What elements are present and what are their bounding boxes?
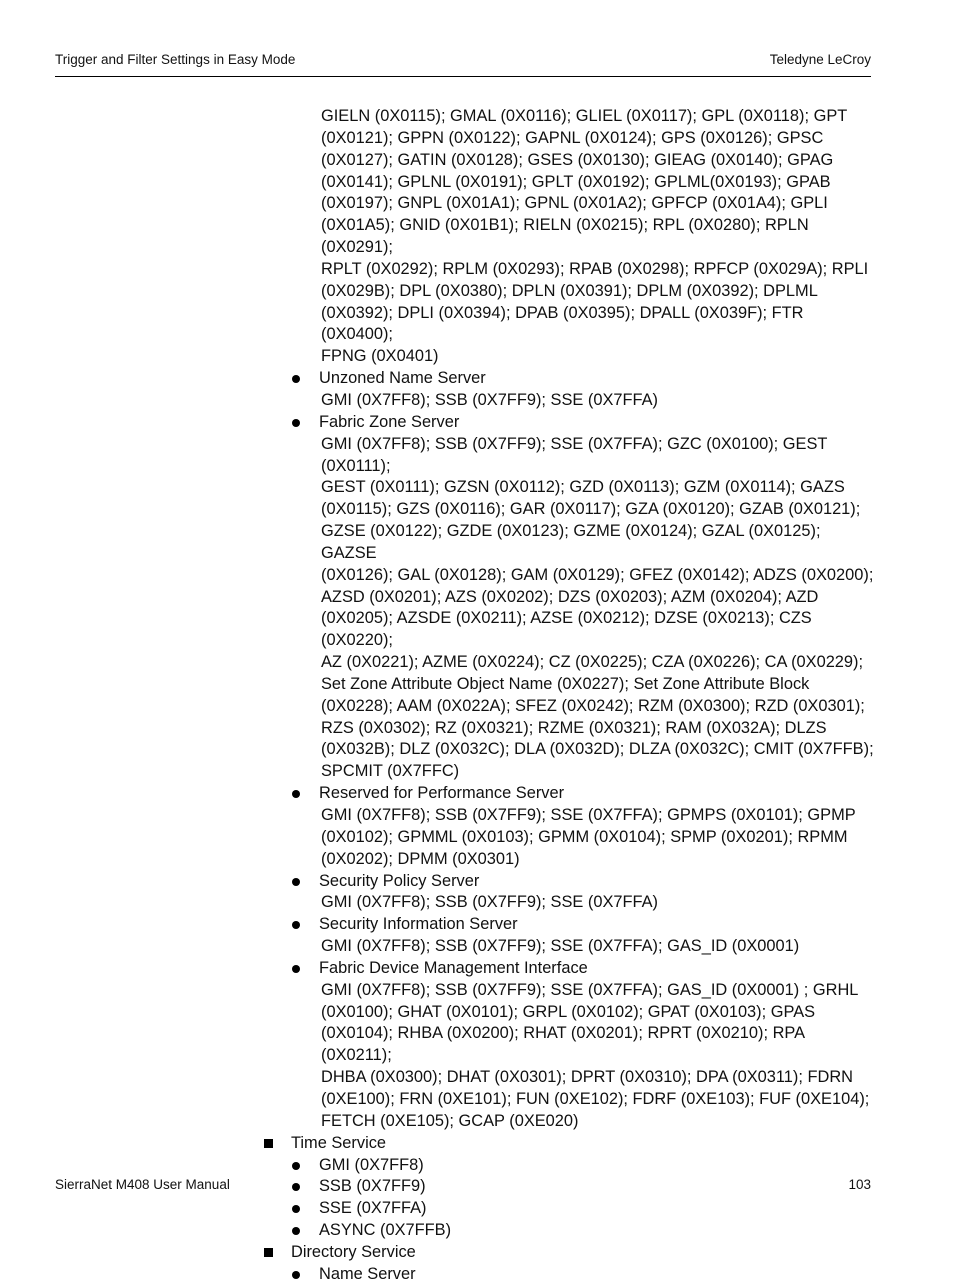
- bullet-icon: [292, 419, 300, 427]
- page-header: [55, 52, 871, 72]
- server-codes: [321, 936, 876, 958]
- text-line: AZ (0X0221); AZME (0X0224); CZ (0X0225); CZA (0X0226); CA (0X0229);: [321, 653, 864, 672]
- code-label: SSB (0X7FF9): [319, 1177, 426, 1196]
- page-body: [0, 106, 954, 1286]
- text-line: Set Zone Attribute Object Name (0X0227); Set Zone Attribute Block: [321, 674, 810, 693]
- text-line: (0X0205); AZSDE (0X0211); AZSE (0X0212); DZSE (0X0213); CZS (0X0220);: [321, 609, 812, 650]
- header-brand: Teledyne LeCroy: [769, 52, 871, 67]
- text-line: (0X0126); GAL (0X0128); GAM (0X0129); GFEZ (0X0142); ADZS (0X0200);: [321, 565, 874, 584]
- list-item-time-code: [319, 1220, 879, 1242]
- text-line: SPCMIT (0X7FFC): [321, 762, 460, 781]
- list-item-fabric-zone-server: [319, 412, 879, 783]
- text-line: (0X0115); GZS (0X0116); GAR (0X0117); GZA (0X0120); GZAB (0X0121);: [321, 500, 861, 519]
- code-label: GMI (0X7FF8): [319, 1155, 424, 1174]
- text-line: (0X0121); GPPN (0X0122); GAPNL (0X0124); GPS (0X0126); GPSC: [321, 128, 824, 147]
- service-title: Time Service: [291, 1133, 387, 1152]
- header-divider: [55, 76, 871, 77]
- text-line: (0X0102); GPMML (0X0103); GPMM (0X0104); SPMP (0X0201); RPMM: [321, 827, 848, 846]
- text-line: (0X032B); DLZ (0X032C); DLA (0X032D); DLZA (0X032C); CMIT (0X7FFB);: [321, 740, 874, 759]
- text-line: GIELN (0X0115); GMAL (0X0116); GLIEL (0X0117); GPL (0X0118); GPT: [321, 107, 848, 125]
- code-label: Name Server: [319, 1264, 416, 1283]
- header-section-title: Trigger and Filter Settings in Easy Mode: [55, 52, 296, 67]
- text-line: (0X0127); GATIN (0X0128); GSES (0X0130); GIEAG (0X0140); GPAG: [321, 150, 834, 169]
- text-line: FPNG (0X0401): [321, 347, 439, 366]
- text-line: (0X0228); AAM (0X022A); SFEZ (0X0242); RZM (0X0300); RZD (0X0301);: [321, 696, 865, 715]
- bullet-icon: [292, 1227, 300, 1235]
- text-line: GMI (0X7FF8); SSB (0X7FF9); SSE (0X7FFA); GZC (0X0100); GEST (0X0111);: [321, 434, 828, 475]
- text-line: GMI (0X7FF8); SSB (0X7FF9); SSE (0X7FFA): [321, 893, 658, 912]
- text-line: (0X029B); DPL (0X0380); DPLN (0X0391); DPLM (0X0392); DPLML: [321, 281, 818, 300]
- service-title: Directory Service: [291, 1242, 416, 1261]
- server-title: Fabric Zone Server: [319, 412, 460, 431]
- list-item-time-code: [319, 1198, 879, 1220]
- text-line: (0X0141); GPLNL (0X0191); GPLT (0X0192); GPLML(0X0193); GPAB: [321, 172, 831, 191]
- text-line: GMI (0X7FF8); SSB (0X7FF9); SSE (0X7FFA); GPMPS (0X0101); GPMP: [321, 806, 856, 824]
- server-codes: [321, 980, 876, 1133]
- text-line: (0X0100); GHAT (0X0101); GRPL (0X0102); GPAT (0X0103); GPAS: [321, 1002, 816, 1021]
- text-line: GMI (0X7FF8); SSB (0X7FF9); SSE (0X7FFA); GAS_ID (0X0001): [321, 937, 800, 956]
- text-line: GEST (0X0111); GZSN (0X0112); GZD (0X0113); GZM (0X0114); GAZS: [321, 478, 845, 497]
- page-number: 103: [848, 1177, 871, 1192]
- text-line: RPLT (0X0292); RPLM (0X0293); RPAB (0X0298); RPFCP (0X029A); RPLI: [321, 259, 869, 278]
- bullet-icon: [292, 1205, 300, 1213]
- text-line: AZSD (0X0201); AZS (0X0202); DZS (0X0203); AZM (0X0204); AZD: [321, 587, 819, 606]
- bullet-icon: [292, 965, 300, 973]
- text-line: GMI (0X7FF8); SSB (0X7FF9); SSE (0X7FFA): [321, 390, 658, 409]
- server-codes: [321, 892, 876, 914]
- server-codes: [321, 434, 876, 784]
- text-line: (0X0392); DPLI (0X0394); DPAB (0X0395); DPALL (0X039F); FTR (0X0400);: [321, 303, 804, 344]
- text-line: (0X0202); DPMM (0X0301): [321, 849, 520, 868]
- list-item-time-code: [319, 1155, 879, 1177]
- server-title: Security Information Server: [319, 915, 518, 934]
- server-title: Fabric Device Management Interface: [319, 958, 588, 977]
- bullet-icon: [292, 921, 300, 929]
- list-item-time-service: [291, 1133, 871, 1155]
- bullet-icon: [292, 878, 300, 886]
- bullet-icon: [292, 1271, 300, 1279]
- code-label: SSE (0X7FFA): [319, 1199, 427, 1218]
- list-item-security-policy-server: [319, 871, 879, 915]
- text-line: (0X0197); GNPL (0X01A1); GPNL (0X01A2); GPFCP (0X01A4); GPLI: [321, 194, 828, 213]
- list-item-performance-server: [319, 783, 879, 870]
- list-item-security-information-server: [319, 914, 879, 958]
- list-item-unzoned-name-server: [319, 368, 879, 412]
- server-title: Unzoned Name Server: [319, 369, 486, 388]
- server-codes: [321, 805, 876, 871]
- list-item-directory-service: [291, 1242, 871, 1264]
- server-codes: [321, 390, 876, 412]
- text-line: GZSE (0X0122); GZDE (0X0123); GZME (0X0124); GZAL (0X0125); GAZSE: [321, 522, 821, 562]
- text-line: RZS (0X0302); RZ (0X0321); RZME (0X0321); RAM (0X032A); DLZS: [321, 718, 827, 737]
- square-bullet-icon: [264, 1139, 273, 1148]
- text-line: (0XE100); FRN (0XE101); FUN (0XE102); FDRF (0XE103); FUF (0XE104);: [321, 1089, 870, 1108]
- text-line: (0X01A5); GNID (0X01B1); RIELN (0X0215); RPL (0X0280); RPLN (0X0291);: [321, 216, 809, 257]
- list-item-directory-item: [319, 1264, 879, 1286]
- text-line: DHBA (0X0300); DHAT (0X0301); DPRT (0X0310); DPA (0X0311); FDRN: [321, 1068, 854, 1087]
- text-line: FETCH (0XE105); GCAP (0XE020): [321, 1111, 579, 1130]
- bullet-icon: [292, 1162, 300, 1170]
- page-footer: [55, 1177, 871, 1197]
- server-title: Reserved for Performance Server: [319, 784, 565, 803]
- continuation-paragraph: [321, 106, 876, 368]
- list-item-fdmi: [319, 958, 879, 1133]
- footer-manual-title: SierraNet M408 User Manual: [55, 1177, 230, 1192]
- code-label: ASYNC (0X7FFB): [319, 1221, 452, 1240]
- server-title: Security Policy Server: [319, 871, 480, 890]
- bullet-icon: [292, 790, 300, 798]
- text-line: GMI (0X7FF8); SSB (0X7FF9); SSE (0X7FFA); GAS_ID (0X0001) ; GRHL: [321, 980, 859, 999]
- text-line: (0X0104); RHBA (0X0200); RHAT (0X0201); RPRT (0X0210); RPA (0X0211);: [321, 1024, 805, 1065]
- bullet-icon: [292, 375, 300, 383]
- square-bullet-icon: [264, 1248, 273, 1257]
